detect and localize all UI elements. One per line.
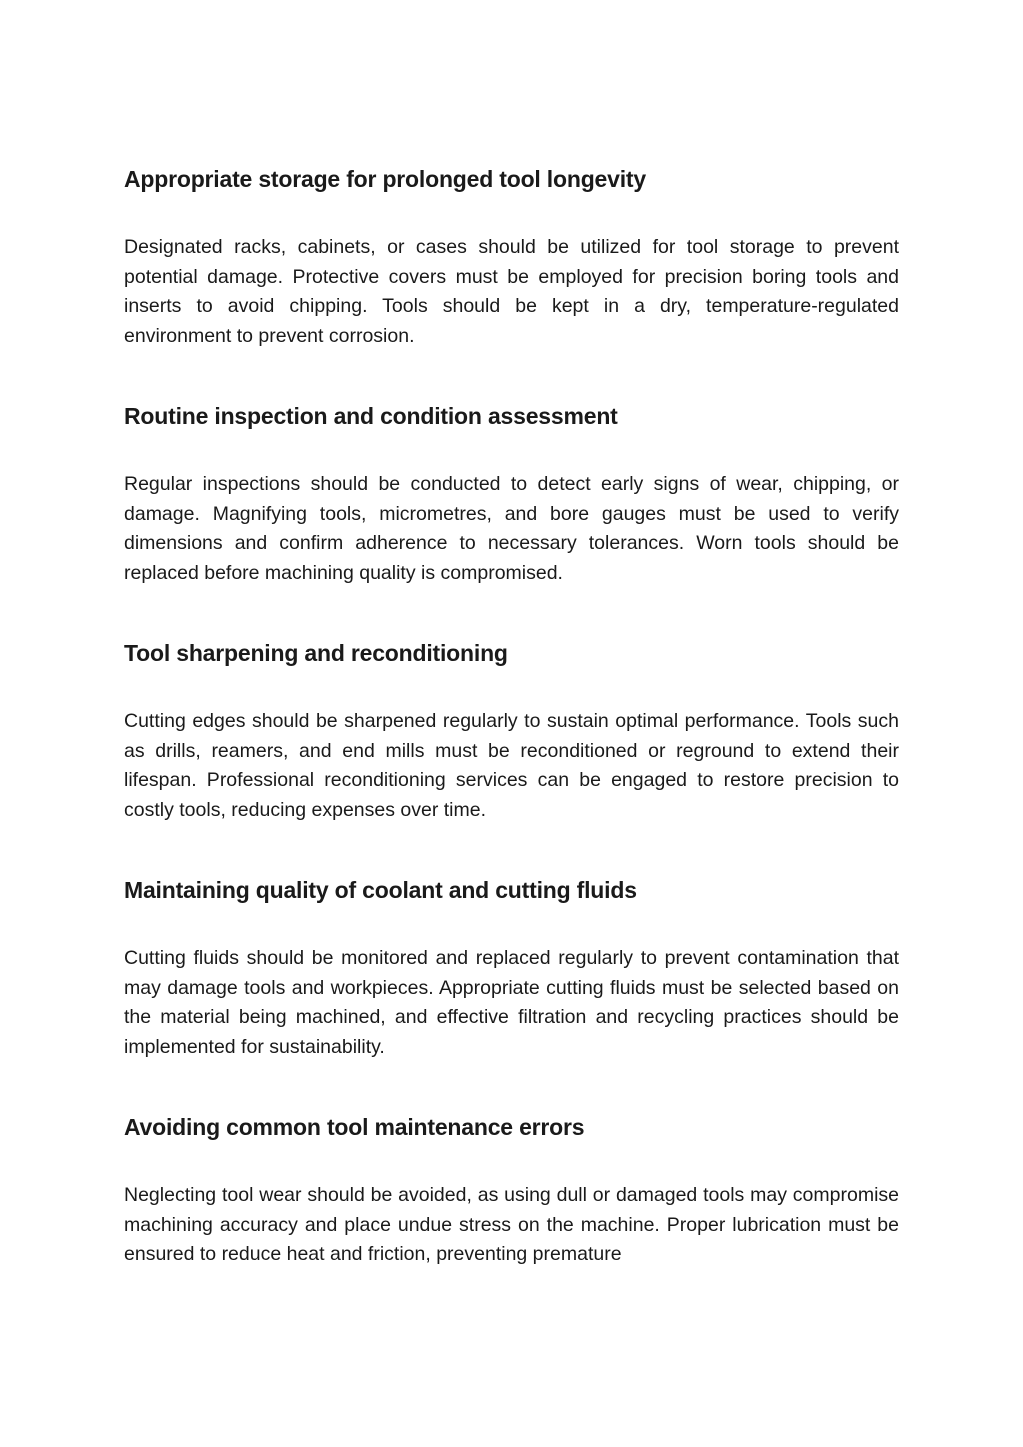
section-inspection [124, 401, 899, 588]
section-paragraph: Regular inspections should be conducted to detect early signs of wear, chipping, or damage. Magnifying tools, micrometres, and bore gauges must be used to verify dimensions and confirm adherence to necessary tolerances. Worn tools should be replaced before machining quality is compromised. [124, 473, 899, 584]
section-paragraph: Cutting fluids should be monitored and replaced regularly to prevent contamination that may damage tools and workpieces. Appropriate cutting fluids must be selected based on the material being machined, and effective filtration and recycling practices should be implemented for sustainability. [124, 947, 899, 1058]
section-storage [124, 164, 899, 351]
section-heading: Routine inspection and condition assessment [124, 403, 618, 429]
section-paragraph: Designated racks, cabinets, or cases should be utilized for tool storage to prevent potential damage. Protective covers must be employed for precision boring tools and inserts to avoid chipping. Tools should be kept in a dry, temperature-regulated environment to prevent corrosion. [124, 236, 899, 347]
section-sharpening [124, 638, 899, 825]
section-paragraph: Cutting edges should be sharpened regularly to sustain optimal performance. Tools such as drills, reamers, and end mills must be reconditioned or reground to extend their lifespan. Professional reconditioning services can be engaged to restore precision to costly tools, reducing expenses over time. [124, 710, 899, 821]
section-heading: Appropriate storage for prolonged tool longevity [124, 166, 646, 192]
section-paragraph: Neglecting tool wear should be avoided, as using dull or damaged tools may compromise machining accuracy and place undue stress on the machine. Proper lubrication must be ensured to reduce heat and friction, preventing premature [124, 1184, 899, 1266]
section-heading: Avoiding common tool maintenance errors [124, 1114, 585, 1140]
section-heading: Tool sharpening and reconditioning [124, 640, 508, 666]
section-heading: Maintaining quality of coolant and cutting fluids [124, 877, 637, 903]
section-coolant [124, 875, 899, 1062]
section-errors [124, 1112, 899, 1270]
